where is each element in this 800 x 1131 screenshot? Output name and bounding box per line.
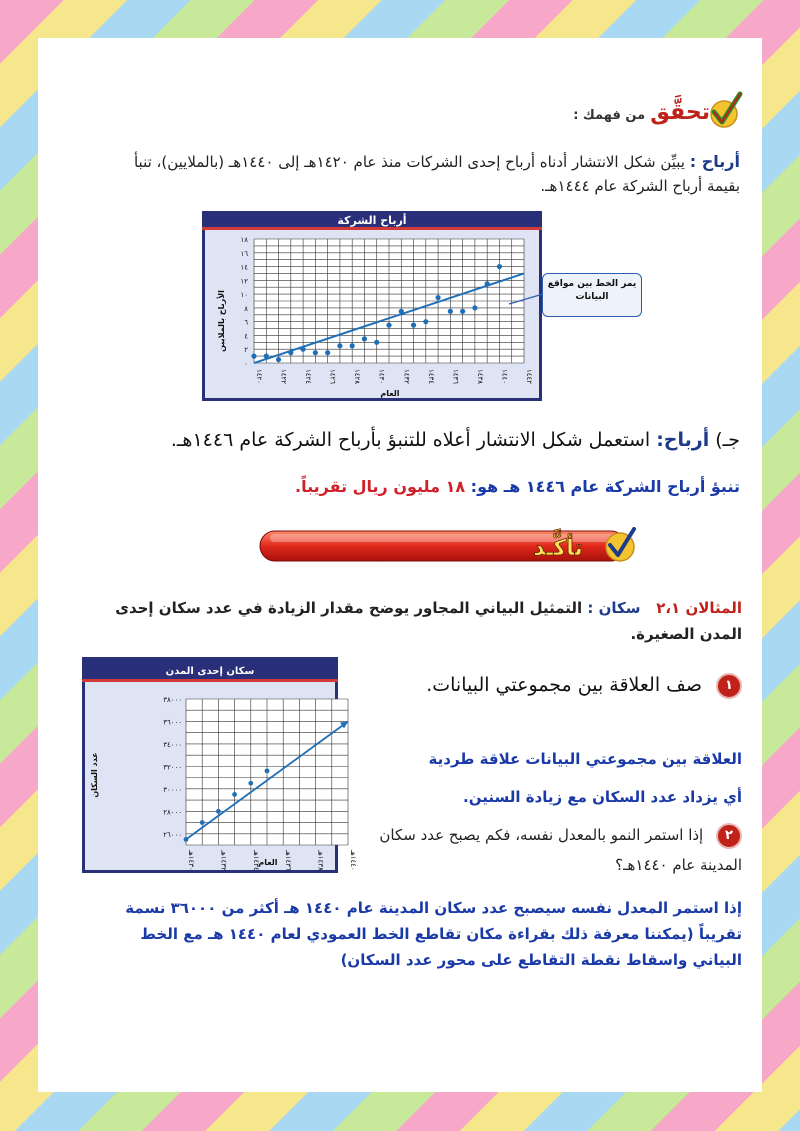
- chart2-ytick: ٣٨٠٠٠: [163, 696, 182, 704]
- check-understanding-title: [490, 100, 710, 140]
- chart1-ytick: ١٦: [240, 249, 248, 258]
- chart2-ytick: ٣٠٠٠٠: [163, 785, 182, 794]
- chart1-point: [300, 347, 305, 352]
- chart2-xtick: ١٤٤٠هـ: [349, 850, 357, 871]
- trendline-callout: يمر الخط بين مواقع البيانات: [542, 273, 642, 317]
- chart2-point: [200, 820, 205, 825]
- question-c-label: جـ): [715, 429, 740, 451]
- chart1-xtick: ١٤٣٢: [402, 369, 411, 385]
- chart1-ytick: ١٠: [240, 291, 248, 300]
- chart1-ytick: ٤: [244, 332, 248, 341]
- chart1-ytick: ٨: [244, 304, 248, 313]
- chart1-point: [423, 319, 428, 324]
- chart1-title: أرباح الشركة: [337, 214, 407, 227]
- answer-1-line2: أي يزداد عدد السكان مع زيادة السنين.: [463, 788, 742, 806]
- chart2-xtick: ١٤٣٦هـ: [284, 850, 293, 871]
- chart2-ytick: ٣٤٠٠٠: [163, 740, 182, 749]
- chart1-point: [485, 281, 490, 286]
- check-title-main: تحقَّق: [650, 100, 710, 125]
- chart2-ytick: ٢٨٠٠٠: [163, 808, 182, 817]
- chart2-ytick: ٣٢٠٠٠: [163, 763, 182, 772]
- chart1-ytick: ١٨: [240, 236, 248, 244]
- population-line-chart: [82, 657, 357, 873]
- chart1-point: [411, 323, 416, 328]
- chart1-xtick: ١٤٢٤: [304, 369, 313, 385]
- question-c: [80, 425, 740, 455]
- answer-c: [80, 474, 740, 500]
- chart1-point: [350, 343, 355, 348]
- chart2-point: [248, 781, 253, 786]
- example-header: [102, 595, 742, 647]
- chart1-ytick: ١٢: [240, 277, 248, 286]
- profits-scatter-chart: [202, 211, 542, 401]
- chart1-ytick: ٦: [244, 318, 248, 327]
- question-c-text: استعمل شكل الانتشار أعلاه للتنبؤ بأرباح الشركة عام ١٤٤٦هـ.: [170, 429, 651, 451]
- chart1-xtick: ١٤٤٠: [500, 369, 509, 385]
- answer-1-line1: العلاقة بين مجموعتي البيانات علاقة طردية: [428, 750, 742, 768]
- answer-c-value: ١٨ مليون ريال تقريباً.: [294, 477, 466, 496]
- chart1-point: [399, 309, 404, 314]
- confirm-banner: [258, 525, 638, 565]
- chart1-ytick: ٠: [244, 360, 248, 368]
- example-ref: المثالان ٢،١: [656, 599, 742, 617]
- chart2-title: سكان إحدى المدن: [165, 666, 255, 677]
- chart1-point: [460, 309, 465, 314]
- chart1-point: [251, 354, 256, 359]
- chart1-xtick: ١٤٣٨: [475, 369, 484, 385]
- chart1-ytick: ٢: [244, 346, 248, 355]
- profits-keyword: أرباح :: [689, 152, 740, 171]
- profits-intro: [120, 150, 740, 198]
- chart1-point: [325, 350, 330, 355]
- chart2-xtick: ١٤٣٨هـ: [316, 850, 325, 871]
- question-1-text: صف العلاقة بين مجموعتي البيانات.: [426, 674, 702, 696]
- chart1-xtick: ١٤٢٠: [255, 369, 263, 385]
- chart1-xtick: ١٤٣٦: [451, 369, 460, 385]
- chart1-point: [472, 305, 477, 310]
- banner-text: تأكَّـد: [533, 536, 583, 561]
- chart1-xtick: ١٤٤٢: [525, 369, 533, 385]
- chart1-ylabel: الأرباح بالملايين: [217, 290, 226, 352]
- chart2-xtick: ١٤٣٠هـ: [187, 850, 195, 871]
- chart1-point: [288, 350, 293, 355]
- question-2-text: إذا استمر النمو بالمعدل نفسه، فكم يصبح عدد سكان المدينة عام ١٤٤٠هـ؟: [379, 826, 742, 874]
- question-2-badge: ٢: [716, 823, 742, 849]
- chart2-ylabel: عدد السكان: [90, 752, 99, 798]
- chart2-point: [232, 792, 237, 797]
- chart1-xtick: ١٤٣٤: [426, 369, 435, 385]
- chart1-point: [276, 357, 281, 362]
- check-title-sub: من فهمك :: [573, 108, 646, 123]
- chart1-xtick: ١٤٣٠: [377, 369, 386, 385]
- question-2: [342, 820, 742, 880]
- chart1-point: [313, 350, 318, 355]
- callout-pointer: [505, 290, 545, 310]
- answer-1: [342, 740, 742, 816]
- chart1-point: [386, 323, 391, 328]
- answer-2: إذا استمر المعدل نفسه سيصبح عدد سكان المدينة عام ١٤٤٠ هـ أكثر من ٣٦٠٠٠ نسمة تقريباً (يمكننا معرفة ذلك بقراءة مكان تقاطع الخط العمودي لعام ١٤٤٠ هـ مع الخط البياني واسقاط نقطة التقاطع على محور عدد السكان): [125, 899, 742, 969]
- question-c-keyword: أرباح:: [656, 429, 710, 451]
- chart1-ytick: ١٤: [240, 263, 248, 272]
- chart2-point: [216, 809, 221, 814]
- question-1: [362, 670, 742, 700]
- example-keyword: سكان :: [587, 599, 641, 617]
- chart1-point: [337, 343, 342, 348]
- chart2-ytick: ٣٦٠٠٠: [163, 718, 182, 727]
- chart2-xtick: ١٤٣٢هـ: [219, 850, 228, 871]
- chart2-ytick: ٢٦٠٠٠: [163, 830, 182, 839]
- checkmark-icon: [708, 90, 742, 130]
- question-1-badge: ١: [716, 673, 742, 699]
- profits-text: يبيِّن شكل الانتشار أدناه أرباح إحدى الشركات منذ عام ١٤٢٠هـ إلى ١٤٤٠هـ (بالملايين)، تنبأ بقيمة أرباح الشركة عام ١٤٤٤هـ.: [133, 153, 740, 195]
- chart2-xlabel: العام: [258, 858, 278, 867]
- chart2-point: [184, 837, 189, 842]
- chart1-xlabel: العام: [380, 389, 400, 398]
- example-text: التمثيل البياني المجاور يوضح مقدار الزيادة في عدد سكان إحدى المدن الصغيرة.: [115, 599, 742, 643]
- chart1-point: [448, 309, 453, 314]
- answer-c-text: تنبؤ أرباح الشركة عام ١٤٤٦ هـ هو:: [470, 477, 740, 496]
- chart2-point: [265, 768, 270, 773]
- chart1-point: [264, 354, 269, 359]
- chart2-xtick: ١٤٣٤هـ: [251, 850, 260, 871]
- chart1-point: [362, 336, 367, 341]
- chart1-xtick: ١٤٢٢: [279, 369, 288, 385]
- chart1-xtick: ١٤٢٨: [353, 369, 362, 385]
- chart1-xtick: ١٤٢٦: [328, 369, 337, 385]
- chart1-point: [435, 295, 440, 300]
- chart1-point: [497, 264, 502, 269]
- chart1-point: [374, 340, 379, 345]
